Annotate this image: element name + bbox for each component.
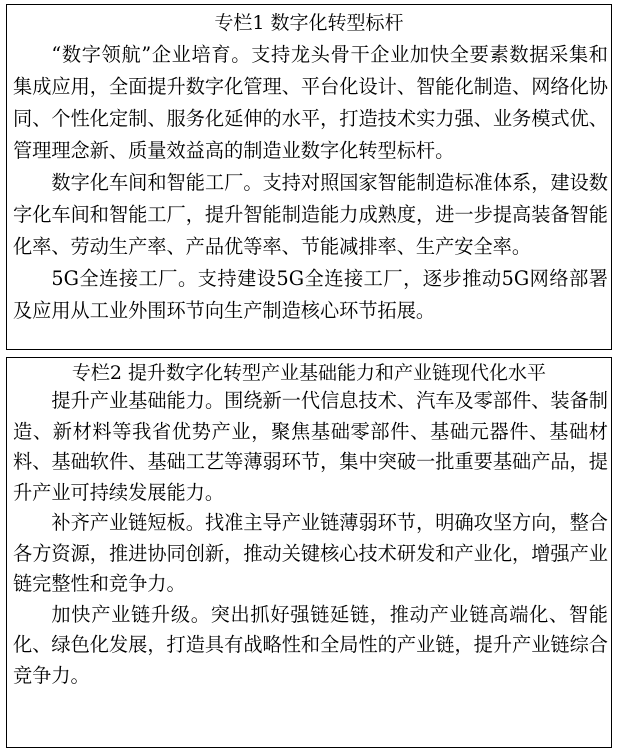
column-title: 专栏1 数字化转型标杆: [214, 12, 404, 34]
column-title: 专栏2 提升数字化转型产业基础能力和产业链现代化水平: [71, 362, 547, 384]
paragraph-chain-gaps: 补齐产业链短板。找准主导产业链薄弱环节，明确攻坚方向，整合各方资源，推进协同创新，推动关键核心技术研发和产业化，增强产业链完整性和竞争力。: [13, 511, 608, 595]
paragraph-digital-workshop: 数字化车间和智能工厂。支持对照国家智能制造标准体系，建设数字化车间和智能工厂，提升智能制造能力成熟度，进一步提高装备智能化率、劳动生产率、产品优等率、节能减排率、生产安全率。: [13, 171, 608, 258]
paragraph-5g-factory: 5G全连接工厂。支持建设5G全连接工厂，逐步推动5G网络部署及应用从工业外围环节向生产制造核心环节拓展。: [13, 267, 608, 322]
paragraph-digital-navigation: “数字领航”企业培育。支持龙头骨干企业加快全要素数据采集和集成应用，全面提升数字化管理、平台化设计、智能化制造、网络化协同、个性化定制、服务化延伸的水平，打造技术实力强、业务模式优、管理理念新、质量效益高的制造业数字化转型标杆。: [13, 43, 608, 162]
paragraph-industrial-foundation: 提升产业基础能力。围绕新一代信息技术、汽车及零部件、装备制造、新材料等我省优势产业，聚焦基础零部件、基础元器件、基础材料、基础软件、基础工艺等薄弱环节，集中突破一批重要基础产品，提升产业可持续发展能力。: [13, 389, 608, 504]
paragraph-chain-upgrade: 加快产业链升级。突出抓好强链延链，推动产业链高端化、智能化、绿色化发展，打造具有战略性和全局性的产业链，提升产业链综合竞争力。: [13, 602, 608, 687]
column-box-1: [6, 4, 612, 350]
column-box-2: [6, 357, 612, 748]
